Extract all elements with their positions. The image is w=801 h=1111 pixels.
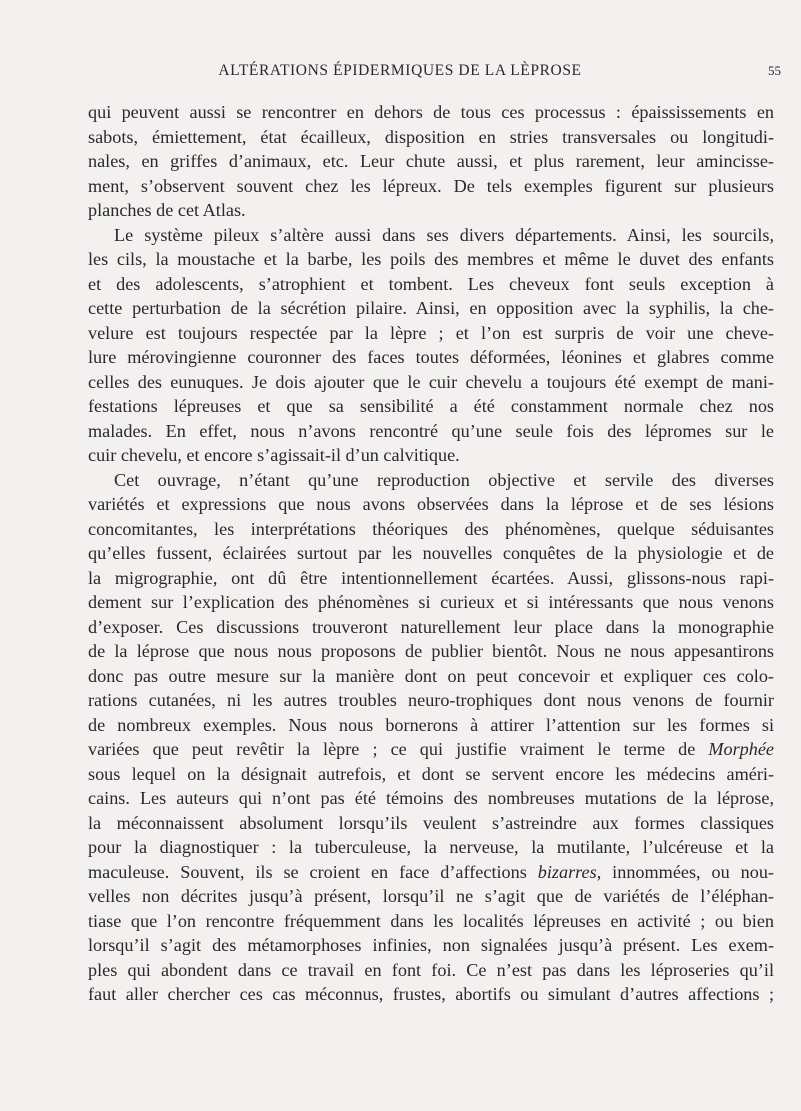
text-line: celles des eunuques. Je dois ajouter que le cuir chevelu a toujours été exempt de mani- xyxy=(88,371,774,392)
text-line: de nombreux exemples. Nous nous bornerons à attirer l’attention sur les formes si xyxy=(88,714,774,735)
text-line: d’exposer. Ces discussions trouveront naturellement leur place dans la monographie xyxy=(88,616,774,637)
text-line: cette perturbation de la sécrétion pilaire. Ainsi, en opposition avec la syphilis, la che- xyxy=(88,298,774,318)
text-line: Le système pileux s’altère aussi dans ses divers départements. Ainsi, les sourcils, xyxy=(114,224,774,245)
text-line: variétés et expressions que nous avons observées dans la léprose et de ses lésions xyxy=(88,494,774,514)
text-line: rations cutanées, ni les autres troubles neuro-trophiques dont nous venons de fournir xyxy=(88,690,774,710)
text-fragment: maculeuse. Souvent, ils se croient en face d’affections xyxy=(88,861,527,882)
body-text xyxy=(88,100,774,1007)
text-line-with-italic xyxy=(88,860,774,885)
text-line: la méconnaissent absolument lorsqu’ils veulent s’astreindre aux formes classiques xyxy=(88,812,774,833)
text-line: la migrographie, ont dû être intentionnellement écartées. Aussi, glissons-nous rapi- xyxy=(88,567,774,588)
italic-term: Morphée xyxy=(708,739,774,759)
text-fragment: variées que peut revêtir la lèpre ; ce qui justifie vraiment le terme de xyxy=(88,739,696,759)
text-line: Cet ouvrage, n’étant qu’une reproduction objective et servile des diverses xyxy=(114,469,774,490)
text-line: faut aller chercher ces cas méconnus, frustes, abortifs ou simulant d’autres affections ; xyxy=(88,984,774,1004)
text-line: sous lequel on la désignait autrefois, et dont se servent encore les médecins améri- xyxy=(88,763,774,784)
text-line: malades. En effet, nous n’avons rencontré qu’une seule fois des lépromes sur le xyxy=(88,420,774,441)
text-line: les cils, la moustache et la barbe, les poils des membres et même le duvet des enfants xyxy=(88,249,774,269)
text-fragment: , innommées, ou nou- xyxy=(596,861,774,882)
text-line: et des adolescents, s’atrophient et tombent. Les cheveux font seuls exception à xyxy=(88,273,774,294)
italic-term: bizarres xyxy=(537,861,597,882)
text-line: velles non décrites jusqu’à présent, lorsqu’il ne s’agit que de variétés de l’éléphan- xyxy=(88,886,774,906)
text-line: lorsqu’il s’agit des métamorphoses infinies, non signalées jusqu’à présent. Les exem- xyxy=(88,935,774,955)
running-header: ALTÉRATIONS ÉPIDERMIQUES DE LA LÈPROSE xyxy=(218,62,582,79)
text-line: pour la diagnostiquer : la tuberculeuse, la nerveuse, la mutilante, l’ulcéreuse et la xyxy=(88,837,774,857)
paragraph-3 xyxy=(88,468,774,1007)
text-line: qui peuvent aussi se rencontrer en dehors de tous ces processus : épaississements en xyxy=(88,102,774,122)
text-line: cuir chevelu, et encore s’agissait-il d’un calvitique. xyxy=(88,445,460,465)
text-line: tiase que l’on rencontre fréquemment dans les localités lépreuses en activité ; ou bien xyxy=(88,910,774,931)
text-line: qu’elles fussent, éclairées surtout par les nouvelles conquêtes de la physiologie et de xyxy=(88,543,774,563)
text-line-with-italic xyxy=(88,737,774,762)
text-line: nales, en griffes d’animaux, etc. Leur chute aussi, et plus rarement, leur amincisse- xyxy=(88,151,774,171)
text-line: concomitantes, les interprétations théoriques des phénomènes, quelque séduisantes xyxy=(88,518,774,539)
page-number: 55 xyxy=(768,63,781,78)
text-line: donc pas outre mesure sur la manière dont on peut concevoir et expliquer ces colo- xyxy=(88,665,774,686)
paragraph-2 xyxy=(88,223,774,468)
text-line: ment, s’observent souvent chez les lépreux. De tels exemples figurent sur plusieurs xyxy=(88,175,774,196)
text-line: ples qui abondent dans ce travail en font foi. Ce n’est pas dans les léproseries qu’il xyxy=(88,959,774,980)
text-line: de la léprose que nous nous proposons de publier bientôt. Nous ne nous appesantirons xyxy=(88,641,774,661)
text-line: lure mérovingienne couronner des faces toutes déformées, léonines et glabres comme xyxy=(88,347,774,367)
paragraph-1 xyxy=(88,100,774,223)
text-line: velure est toujours respectée par la lèpre ; et l’on est surpris de voir une cheve- xyxy=(88,322,774,343)
text-line: festations lépreuses et que sa sensibilité a été constamment normale chez nos xyxy=(88,396,774,416)
text-line: dement sur l’explication des phénomènes si curieux et si intéressants que nous venons xyxy=(88,592,774,612)
text-line: cains. Les auteurs qui n’ont pas été témoins des nombreuses mutations de la léprose, xyxy=(88,788,774,808)
text-line: sabots, émiettement, état écailleux, disposition en stries transversales ou longitudi- xyxy=(88,126,774,147)
text-line: planches de cet Atlas. xyxy=(88,200,246,220)
